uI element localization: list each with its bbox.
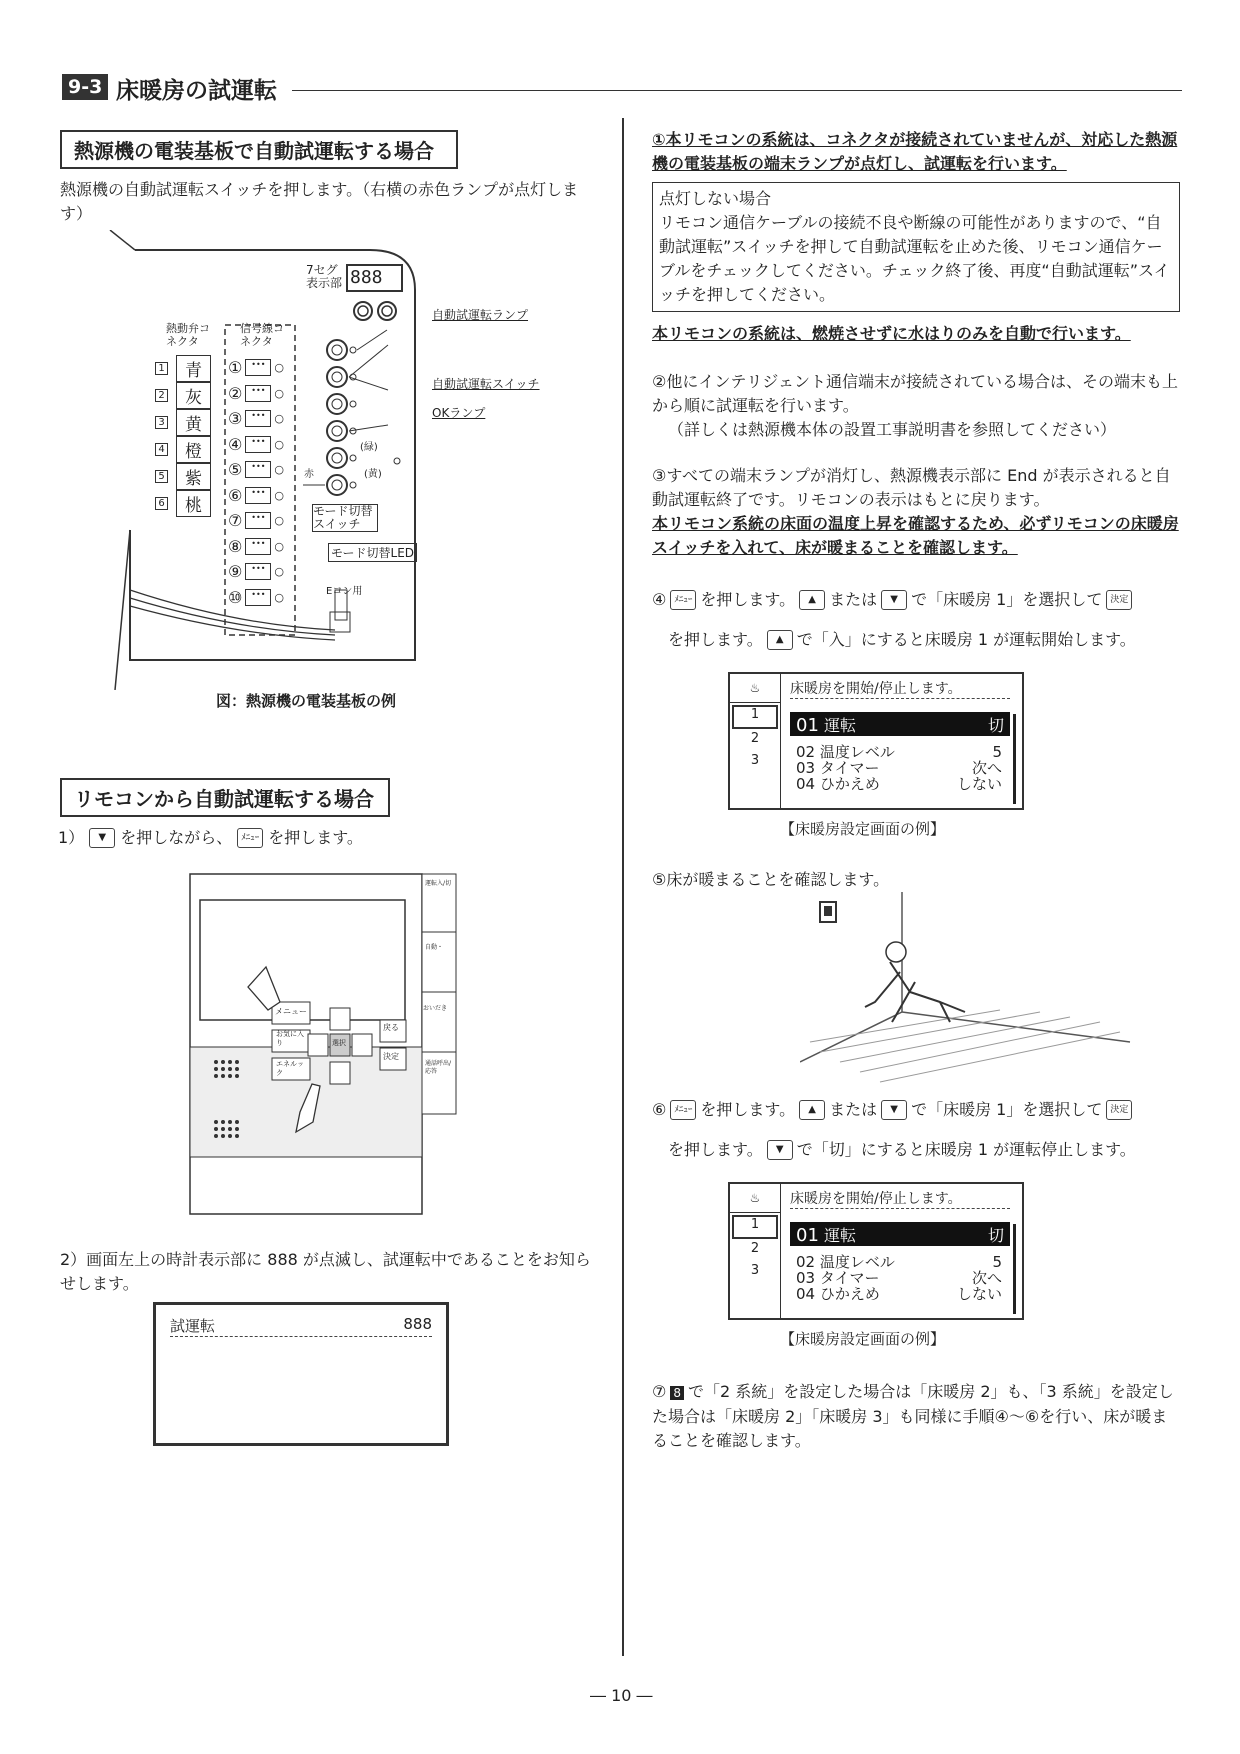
selected-row[interactable]: 01 運転 切	[790, 712, 1010, 736]
title-rule	[292, 90, 1182, 91]
reheat-button[interactable]: おいだき	[423, 1005, 448, 1012]
eco-look-button[interactable]: エネルック	[276, 1060, 304, 1077]
auto-test-lamp-label: 自動試運転ランプ	[432, 308, 529, 322]
call-button[interactable]: 通話呼出/応答	[425, 1060, 452, 1075]
valve-connector-label: 熱動弁コネクタ	[166, 322, 210, 348]
select-button[interactable]: 選択	[332, 1039, 346, 1047]
signal-connector-list: ① ••• ○ ② ••• ○ ③ ••• ○ ④ ••• ○ ⑤ ••• ○ ⑥ ••• ○ ⑦ ••• ○ ⑧ ••• ○ ⑨ ••• ○ ⑩ ••• ○	[228, 358, 284, 607]
step-5-text: ⑤床が暖まることを確認します。	[652, 870, 890, 889]
step-2-note: （詳しくは熱源機本体の設置工事説明書を参照してください）	[668, 420, 1117, 439]
page-number: ― 10 ―	[590, 1686, 653, 1705]
lcd-label: 試運転	[170, 1317, 216, 1335]
auto-button[interactable]: 自動・	[425, 944, 444, 951]
page-title: 床暖房の試運転	[116, 78, 277, 104]
step-4-line-1: ④ ﾒﾆｭｰ を押します。 ▲ または ▼ で「床暖房 1」を選択して 決定	[652, 588, 1132, 612]
screen-header: 床暖房を開始/停止します。	[790, 678, 1010, 699]
menu-key-icon: ﾒﾆｭｰ	[237, 828, 263, 848]
test-run-lcd	[153, 1302, 449, 1446]
section-heading-board: 熱源機の電装基板で自動試運転する場合	[60, 130, 458, 169]
floor-heating-screen-2	[728, 1182, 1024, 1320]
step-1-text: ①本リモコンの系統は、コネクタが接続されていませんが、対応した熱源機の電装基板の端末ランプが点灯し、試運転を行います。	[652, 130, 1178, 173]
tab-floor-3[interactable]: 3	[750, 1263, 760, 1278]
notice-box	[652, 182, 1180, 312]
ok-lamp-label: OKランプ	[432, 406, 486, 420]
ok-key-icon: 決定	[1106, 590, 1132, 610]
ok-button[interactable]: 決定	[383, 1052, 399, 1061]
yellow-label: (黄)	[364, 469, 382, 480]
seg-value: 888	[350, 267, 383, 288]
mode-led-label: モード切替LED	[328, 543, 417, 562]
down-key-icon: ▼	[881, 1100, 907, 1120]
menu-row-eco[interactable]: 04 ひかえめ しない	[796, 775, 1002, 793]
step-2-text: ②他にインテリジェント通信端末が接続されている場合は、その端末も上から順に試運転を行います。	[652, 372, 1179, 415]
section-heading-remote: リモコンから自動試運転する場合	[60, 778, 390, 817]
heater-icon: ♨	[730, 674, 780, 703]
tab-floor-1[interactable]: 1	[732, 705, 778, 729]
tab-floor-2[interactable]: 2	[750, 1241, 760, 1256]
step-6-line-1: ⑥ ﾒﾆｭｰ を押します。 ▲ または ▼ で「床暖房 1」を選択して 決定	[652, 1098, 1132, 1122]
floor-heating-screen-1	[728, 672, 1024, 810]
board-caption: 図：熱源機の電装基板の例	[216, 692, 397, 710]
down-key-icon: ▼	[89, 828, 115, 848]
floor-check-illustration	[800, 892, 1140, 1088]
up-key-icon: ▲	[799, 590, 825, 610]
section-number: 9-3	[62, 74, 108, 100]
down-key-icon: ▼	[767, 1140, 793, 1160]
up-key-icon: ▲	[799, 1100, 825, 1120]
favorites-button[interactable]: お気に入り	[276, 1030, 304, 1047]
screen-caption-1: 【床暖房設定画面の例】	[780, 820, 946, 838]
valve-connector-list: 1 青 2 灰 3 黄 4 橙 5 紫 6 桃	[155, 355, 211, 517]
menu-button[interactable]: メニュー	[275, 1007, 307, 1016]
heater-icon: ♨	[730, 1184, 780, 1213]
power-button[interactable]: 運転入/切	[425, 880, 452, 887]
remote-illustration	[188, 872, 460, 1222]
red-label: 赤	[304, 469, 314, 480]
menu-key-icon: ﾒﾆｭｰ	[670, 1100, 696, 1120]
down-key-icon: ▼	[881, 590, 907, 610]
remote-step-2: 2）画面左上の時計表示部に 888 が点滅し、試運転中であることをお知らせします。	[60, 1250, 591, 1293]
step-7-text: ⑦ 8 で「2 系統」を設定した場合は「床暖房 2」も、「3 系統」を設定した場合は「床暖房 2」「床暖房 3」も同様に手順④～⑥を行い、床が暖まることを確認します。	[652, 1382, 1174, 1450]
step-3-text: ③すべての端末ランプが消灯し、熱源機表示部に End が表示されると自動試運転終了です。リモコンの表示はもとに戻ります。	[652, 466, 1171, 509]
ok-key-icon: 決定	[1106, 1100, 1132, 1120]
selected-row[interactable]: 01 運転 切	[790, 1222, 1010, 1246]
tab-floor-2[interactable]: 2	[750, 731, 760, 746]
tab-floor-3[interactable]: 3	[750, 753, 760, 768]
notice-title: 点灯しない場合	[659, 189, 772, 208]
step-badge: 8	[670, 1386, 684, 1400]
step-6-line-2: を押します。 ▼ で「切」にすると床暖房 1 が運転停止します。	[668, 1140, 1136, 1159]
menu-key-icon: ﾒﾆｭｰ	[670, 590, 696, 610]
up-key-icon: ▲	[767, 630, 793, 650]
mode-switch-label: モード切替スイッチ	[312, 504, 378, 532]
board-intro: 熱源機の自動試運転スイッチを押します。（右横の赤色ランプが点灯します）	[60, 180, 579, 223]
back-button[interactable]: 戻る	[383, 1023, 399, 1032]
bold-note-1: 本リモコンの系統は、燃焼させずに水はりのみを自動で行います。	[652, 324, 1131, 343]
screen-header: 床暖房を開始/停止します。	[790, 1188, 1010, 1209]
econ-label: Eコン用	[326, 586, 363, 597]
menu-row-temp[interactable]: 02 温度レベル 5	[796, 743, 1002, 761]
screen-caption-2: 【床暖房設定画面の例】	[780, 1330, 946, 1348]
scrollbar[interactable]	[1013, 714, 1016, 804]
signal-connector-label: 信号線コネクタ	[240, 322, 284, 348]
bold-note-2: 本リモコン系統の床面の温度上昇を確認するため、必ずリモコンの床暖房スイッチを入れて、床が暖まることを確認します。	[652, 514, 1179, 557]
lcd-value: 888	[403, 1315, 432, 1333]
menu-row-timer[interactable]: 03 タイマー 次へ	[796, 1269, 1002, 1287]
column-divider	[622, 118, 624, 1656]
notice-body: リモコン通信ケーブルの接続不良や断線の可能性がありますので、“自動試運転”スイッチを押して自動試運転を止めた後、リモコン通信ケーブルをチェックしてください。チェック終了後、再度“自動試運転”スイッチを押してください。	[659, 213, 1170, 304]
remote-step-1: 1） ▼ を押しながら、 ﾒﾆｭｰ を押します。	[58, 828, 363, 847]
green-label: (緑)	[360, 442, 378, 453]
menu-row-temp[interactable]: 02 温度レベル 5	[796, 1253, 1002, 1271]
tab-floor-1[interactable]: 1	[732, 1215, 778, 1239]
step-4-line-2: を押します。 ▲ で「入」にすると床暖房 1 が運転開始します。	[668, 630, 1136, 649]
seg-label: 7セグ表示部	[306, 263, 343, 290]
menu-row-eco[interactable]: 04 ひかえめ しない	[796, 1285, 1002, 1303]
auto-test-switch-label: 自動試運転スイッチ	[432, 377, 540, 391]
menu-row-timer[interactable]: 03 タイマー 次へ	[796, 759, 1002, 777]
scrollbar[interactable]	[1013, 1224, 1016, 1314]
